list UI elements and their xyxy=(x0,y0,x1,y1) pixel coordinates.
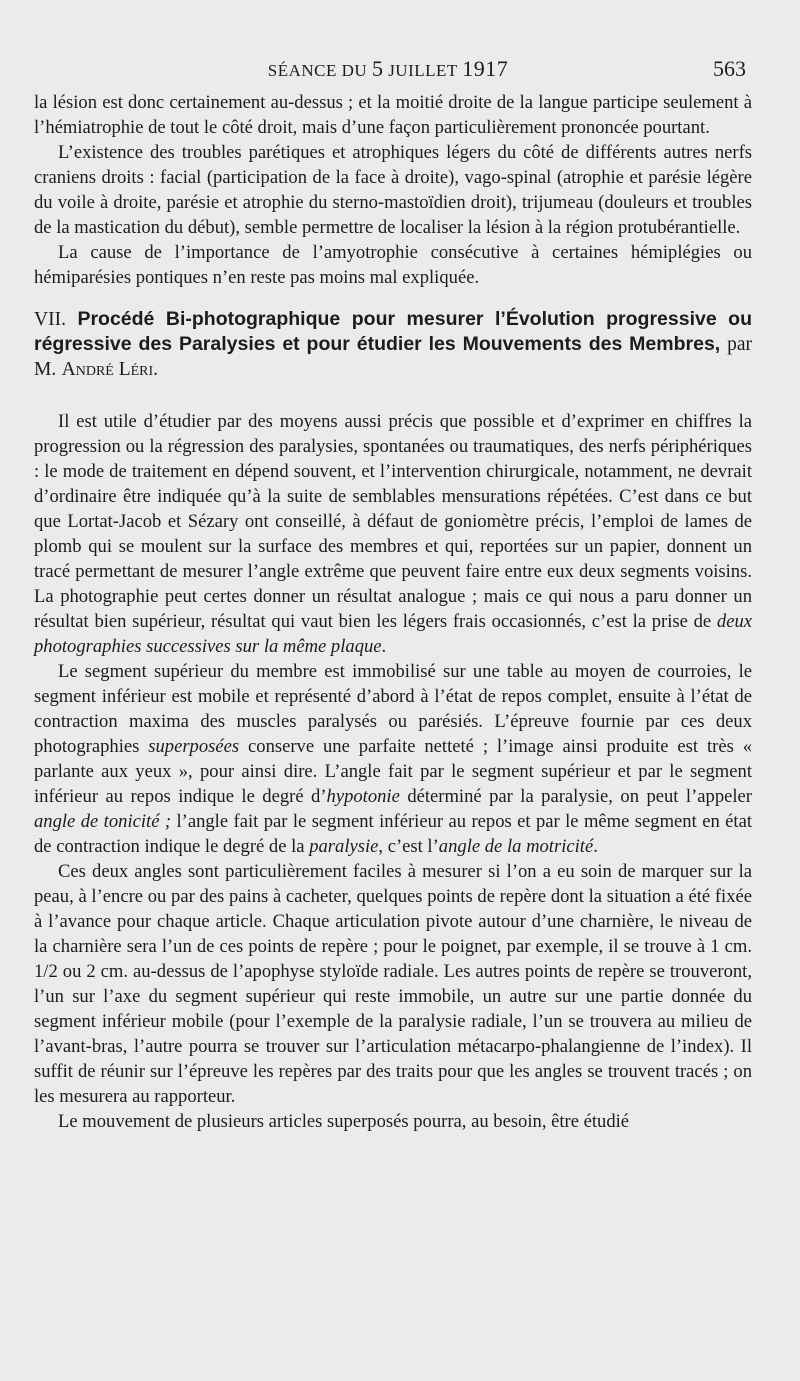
running-title-prefix: SÉANCE DU xyxy=(267,61,372,80)
running-title-day: 5 xyxy=(371,56,384,81)
paragraph-last: Le mouvement de plusieurs articles superposés pourra, au besoin, être étudié xyxy=(58,1111,630,1132)
running-title xyxy=(30,56,746,82)
para1-italic: deux photographies successives sur la même plaque xyxy=(34,611,752,657)
para2-text-b: conserve une parfaite netteté ; l’image ainsi produite est très « parlante aux yeux », pour ainsi dire. L’angle fait par le segment supérieur et par le segment inférieur au repos indique le degré d’ xyxy=(34,736,752,807)
paragraph-angles: Ces deux angles sont particulièrement faciles à mesurer si l’on a eu soin de marquer sur la peau, à l’encre ou par des pains à cacheter, quelques points de repère dont la situation a été fixée à l’avance pour chaque article. Chaque articulation pivote autour d’une charnière, le niveau de la charnière sera l’un de ces points de repère ; pour le poignet, par exemple, il se trouve à 1 cm. 1/2 ou 2 cm. au-dessus de l’apophyse styloïde radiale. Les autres points de repère se trouveront, l’un sur l’axe du segment supérieur qui reste immobile, un autre sur une partie donnée du segment inférieur mobile (pour l’exemple de la paralysie radiale, l’un se trouvera au milieu de l’avant-bras, l’autre pourra se trouver sur l’articulation métacarpo-phalangienne de l’index). Il suffit de réunir sur l’épreuve les repères par des traits pour que les angles se trouvent tracés ; on les mesurera au rapporteur. xyxy=(34,861,752,1107)
para2-italic-e: angle de la motricité xyxy=(438,836,594,857)
para2-italic-c: angle de tonicité ; xyxy=(34,811,172,832)
paragraph-localisation: L’existence des troubles parétiques et atrophiques légers du côté de différents autres nerfs craniens droits : facial (participation de la face à droite), vago-spinal (atrophie et parésie légère du voile à droite, parésie et atrophie du sterno-mastoïdien droit), trijumeau (douleurs et troubles de la mastication du début), semble permettre de localiser la lésion à la région protubérantielle. xyxy=(34,142,752,238)
para2-text-d: l’angle fait par le segment inférieur au repos et par le même segment en état de contraction indique le degré de la xyxy=(34,811,752,857)
section-heading xyxy=(34,307,752,382)
running-title-month: JUILLET xyxy=(383,61,463,80)
running-title-year: 1917 xyxy=(462,56,509,81)
paragraph-continuation: la lésion est donc certainement au-dessus ; et la moitié droite de la langue participe seulement à l’hémiatrophie de tout le côté droit, mais d’une façon particulièrement prononcée pourtant. xyxy=(34,92,752,138)
para1-end: . xyxy=(381,636,387,657)
para2-text-f: . xyxy=(593,836,598,857)
paragraph-amyotrophie: La cause de l’importance de l’amyotrophie consécutive à certaines hémiplégies ou hémiparésies pontiques n’en reste pas moins mal expliquée. xyxy=(34,242,752,288)
section-by: par M. xyxy=(34,334,753,380)
para1-text: Il est utile d’étudier par des moyens aussi précis que possible et d’exprimer en chiffres la progression ou la régression des paralysies, spontanées ou traumatiques, des nerfs périphériques : le mode de traitement en dépend souvent, et l’intervention chirurgicale, notamment, ne devrait d’ordinaire être indiquée qu’à la suite de semblables mensurations répétées. C’est dans ce but que Lortat-Jacob et Sézary ont conseillé, à défaut de goniomètre précis, l’emploi de lames de plomb qui se moulent sur la surface des membres et qui, reportées sur un papier, donnent un tracé permettant de mesurer l’angle extrême que peuvent faire entre eux deux segments voisins. La photographie peut certes donner un résultat analogue ; mais ce qui nous a paru donner un résultat bien supérieur, résultat qui vaut bien les légers frais occasionnés, c’est la prise de xyxy=(34,411,752,632)
section-title: Procédé Bi-photographique pour mesurer l’Évolution progressive ou régressive des Paralysies et pour étudier les Mouvements des Membres, xyxy=(34,308,752,355)
para2-italic-b: hypotonie xyxy=(326,786,400,807)
para2-text-c: déterminé par la paralysie, on peut l’appeler xyxy=(399,786,752,807)
body-text xyxy=(34,90,752,1134)
paragraph-intro xyxy=(34,409,752,659)
running-head xyxy=(30,56,746,86)
para2-text-a: Le segment supérieur du membre est immobilisé sur une table au moyen de courroies, le segment inférieur est mobile et représenté d’abord à l’état de repos complet, ensuite à l’état de contraction maxima des muscles paralysés ou parésiés. L’épreuve fournie par ces deux photographies xyxy=(34,661,752,757)
para2-italic-d: paralysie xyxy=(309,836,379,857)
para2-text-e: , c’est l’ xyxy=(378,836,439,857)
para2-italic-a: superposées xyxy=(148,736,240,757)
paragraph-method xyxy=(34,659,752,859)
section-number: VII. xyxy=(34,309,66,330)
page-number: 563 xyxy=(713,56,746,81)
section-author: André Léri. xyxy=(61,359,159,380)
